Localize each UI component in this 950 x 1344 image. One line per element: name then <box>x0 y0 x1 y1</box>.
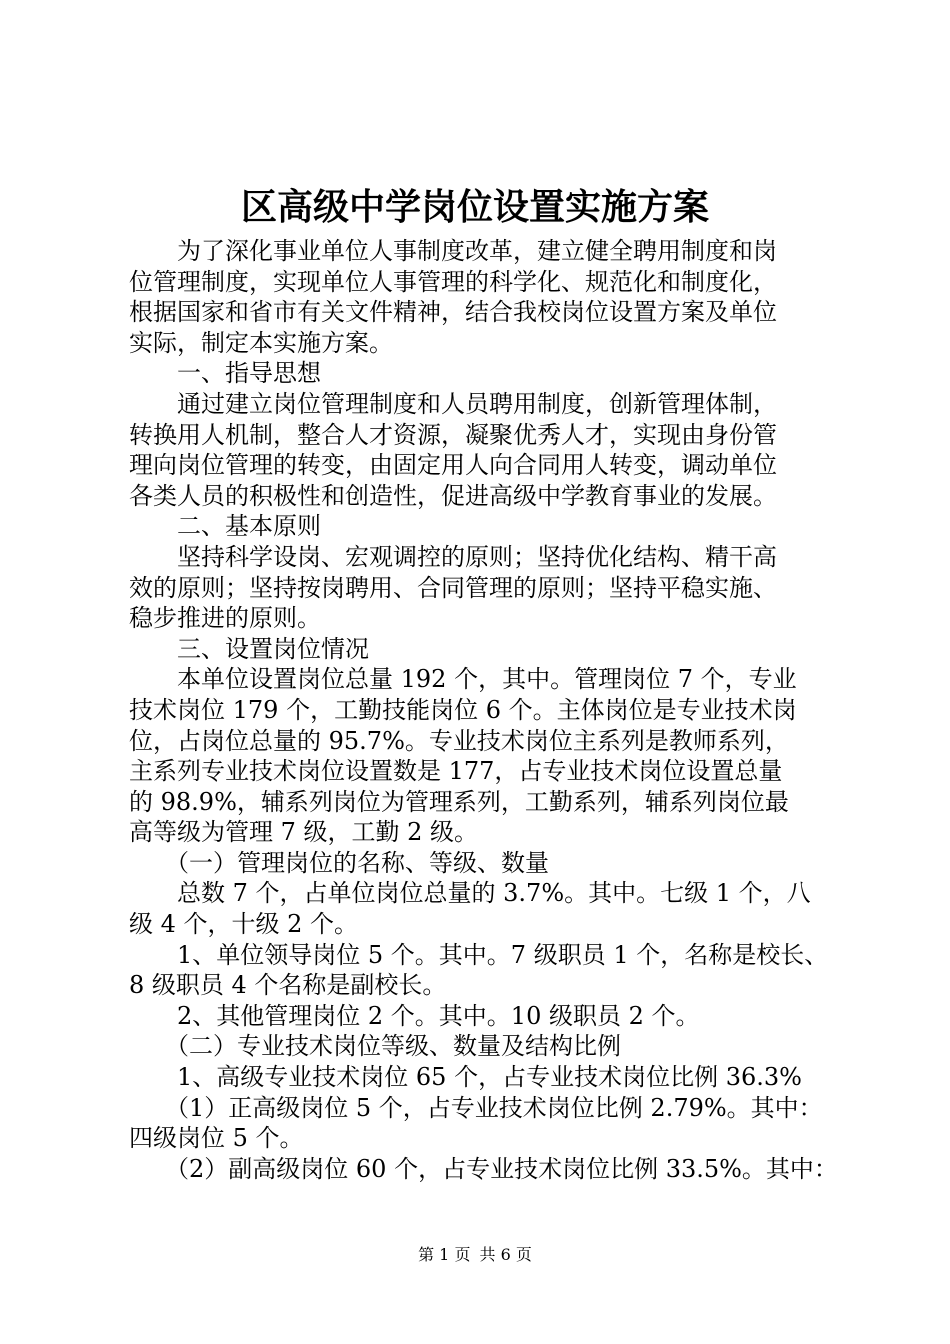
body-line: 坚持科学设岗、宏观调控的原则；坚持优化结构、精干高 <box>129 542 777 571</box>
body-line: 技术岗位 179 个，工勤技能岗位 6 个。主体岗位是专业技术岗 <box>129 695 797 724</box>
section-heading: 三、设置岗位情况 <box>129 634 369 663</box>
body-line: 级 4 个，十级 2 个。 <box>129 910 359 939</box>
body-line: 四级岗位 5 个。 <box>129 1124 304 1153</box>
document-body <box>129 236 849 1184</box>
body-line: 总数 7 个，占单位岗位总量的 3.7%。其中。七级 1 个，八 <box>129 879 811 908</box>
body-line: 转换用人机制，整合人才资源，凝聚优秀人才，实现由身份管 <box>129 420 777 449</box>
body-line: 稳步推进的原则。 <box>129 604 321 633</box>
body-line: 理向岗位管理的转变，由固定用人向合同用人转变，调动单位 <box>129 451 777 480</box>
body-line: 2、其他管理岗位 2 个。其中。10 级职员 2 个。 <box>129 1001 700 1030</box>
body-line: 效的原则；坚持按岗聘用、合同管理的原则；坚持平稳实施、 <box>129 573 777 602</box>
body-line: 各类人员的积极性和创造性，促进高级中学教育事业的发展。 <box>129 481 777 510</box>
body-line: 1、单位领导岗位 5 个。其中。7 级职员 1 个，名称是校长、 <box>129 940 829 969</box>
body-line: 位管理制度，实现单位人事管理的科学化、规范化和制度化， <box>129 267 777 296</box>
page-number: 第 1 页 <box>418 1245 471 1264</box>
section-heading: 二、基本原则 <box>129 512 321 541</box>
subsection-heading: （一）管理岗位的名称、等级、数量 <box>129 848 549 877</box>
body-line: 主系列专业技术岗位设置数是 177，占专业技术岗位设置总量 <box>129 757 783 786</box>
body-line: 的 98.9%，辅系列岗位为管理系列，工勤系列，辅系列岗位最 <box>129 787 789 816</box>
body-line: 8 级职员 4 个名称是副校长。 <box>129 971 447 1000</box>
page-total: 共 6 页 <box>479 1245 532 1264</box>
body-line: 通过建立岗位管理制度和人员聘用制度，创新管理体制， <box>129 389 777 418</box>
page-footer <box>0 1244 950 1266</box>
body-line: 位，占岗位总量的 95.7%。专业技术岗位主系列是教师系列， <box>129 726 789 755</box>
section-heading: 一、指导思想 <box>129 359 321 388</box>
body-line: 高等级为管理 7 级，工勤 2 级。 <box>129 818 479 847</box>
body-line: 实际，制定本实施方案。 <box>129 328 393 357</box>
body-line: 根据国家和省市有关文件精神，结合我校岗位设置方案及单位 <box>129 298 777 327</box>
subsection-heading: （二）专业技术岗位等级、数量及结构比例 <box>129 1032 621 1061</box>
body-line: （2）副高级岗位 60 个，占专业技术岗位比例 33.5%。其中： <box>129 1154 838 1183</box>
body-line: （1）正高级岗位 5 个，占专业技术岗位比例 2.79%。其中： <box>129 1093 823 1122</box>
document-title: 区高级中学岗位设置实施方案 <box>240 186 709 228</box>
body-line: 1、高级专业技术岗位 65 个，占专业技术岗位比例 36.3% <box>129 1063 802 1092</box>
body-line: 本单位设置岗位总量 192 个，其中。管理岗位 7 个，专业 <box>129 665 797 694</box>
body-line: 为了深化事业单位人事制度改革，建立健全聘用制度和岗 <box>129 237 777 265</box>
